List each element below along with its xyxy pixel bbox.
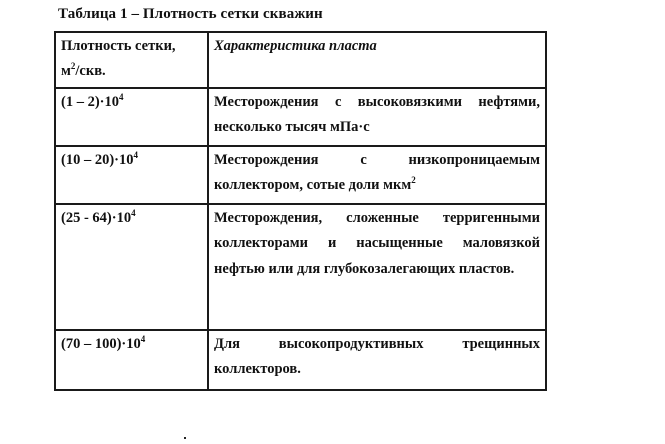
density-exponent: 4 [133, 149, 138, 160]
stray-dot [184, 437, 186, 439]
table-row [55, 146, 546, 204]
density-cell [55, 204, 208, 330]
table-header-row [55, 32, 546, 88]
header-characteristic-label: Характеристика пласта [214, 38, 377, 54]
table-row [55, 330, 546, 390]
header-density-unit: м [61, 63, 71, 80]
description-text: Для высокопродуктивных трещинных коллекторов. [214, 335, 540, 378]
density-cell [55, 146, 208, 204]
header-density-line1: Плотность сетки, [61, 38, 176, 54]
density-cell [55, 88, 208, 146]
well-grid-density-table [54, 31, 547, 391]
description-sup: 2 [411, 175, 416, 186]
density-value: (70 – 100)·10 [61, 335, 141, 352]
description-cell [208, 146, 546, 204]
density-value: (25 - 64)·10 [61, 209, 132, 226]
description-text: Месторождения с низкопроницаемым коллектором, сотые доли мкм [214, 151, 540, 194]
description-cell [208, 88, 546, 146]
header-density-unit-sup: 2 [70, 61, 76, 72]
description-cell [208, 204, 546, 330]
description-text: Месторождения, сложенные терригенными коллекторами и насыщенные маловязкой нефтью или для глубокозалегающих пластов. [214, 209, 540, 277]
description-cell [208, 330, 546, 390]
header-density-unit-rest: /скв. [75, 63, 106, 80]
density-exponent: 4 [119, 91, 124, 102]
table-row [55, 88, 546, 146]
density-value: (10 – 20)·10 [61, 151, 134, 168]
header-density-cell [55, 32, 208, 88]
table-row [55, 204, 546, 330]
description-text: Месторождения с высоковязкими нефтями, несколько тысяч мПа·с [214, 93, 540, 136]
density-cell [55, 330, 208, 390]
header-characteristic-cell [208, 32, 546, 88]
density-exponent: 4 [131, 207, 136, 218]
density-exponent: 4 [140, 333, 146, 344]
table-caption: Таблица 1 – Плотность сетки скважин [58, 6, 323, 22]
density-value: (1 – 2)·10 [61, 93, 119, 110]
